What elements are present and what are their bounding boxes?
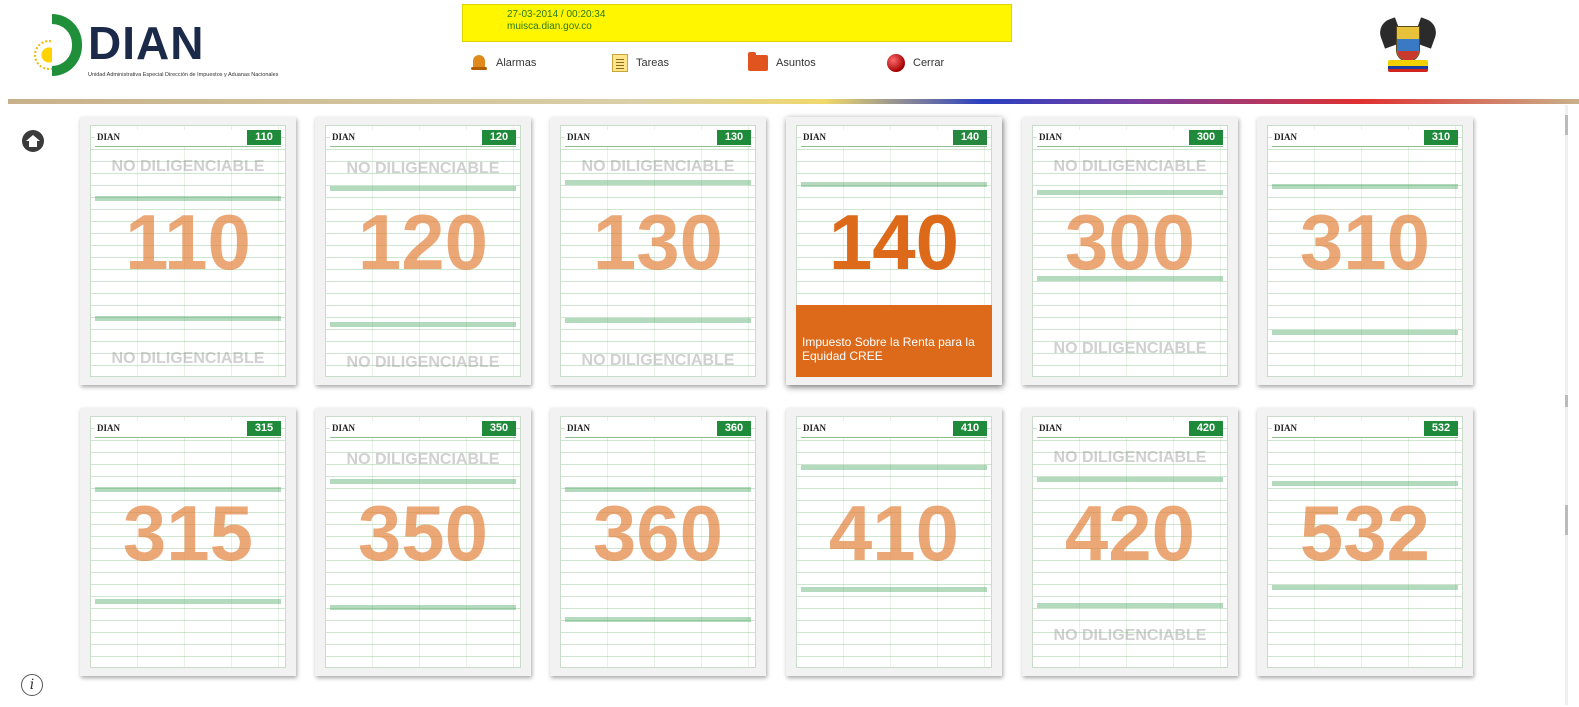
logo-subtitle: Unidad Administrativa Especial Dirección de Impuestos y Aduanas Nacionales: [88, 72, 279, 78]
header: [0, 0, 1579, 100]
form-card-300[interactable]: DIAN 300 NO DILIGENCIABLE NO DILIGENCIABLE 300: [1022, 117, 1238, 385]
form-number-410: 410: [828, 489, 960, 577]
nav-cerrar[interactable]: [887, 52, 944, 74]
form-number-310: 310: [1299, 198, 1431, 286]
nav-asuntos-label: Asuntos: [776, 57, 816, 69]
session-datetime: 27-03-2014 / 00:20:34: [507, 9, 606, 20]
form-card-360[interactable]: DIAN 360 360: [550, 408, 766, 676]
form-card-532[interactable]: DIAN 532 532: [1257, 408, 1473, 676]
nav-tareas[interactable]: [612, 52, 669, 74]
home-icon[interactable]: [22, 130, 44, 152]
form-watermark: NO DILIGENCIABLE: [1053, 449, 1207, 466]
form-caption-140: Impuesto Sobre la Renta para la Equidad CREE: [796, 305, 992, 377]
form-number-420: 420: [1064, 489, 1196, 577]
header-divider: [8, 99, 1579, 104]
form-watermark: NO DILIGENCIABLE: [346, 451, 500, 468]
session-domain: muisca.dian.gov.co: [507, 21, 592, 32]
form-watermark: NO DILIGENCIABLE: [111, 158, 265, 175]
scrollbar[interactable]: [1565, 105, 1568, 705]
close-session-icon: [887, 54, 905, 72]
nav-tareas-label: Tareas: [636, 57, 670, 69]
colombia-coat-of-arms-icon: [1380, 12, 1436, 76]
form-card-420[interactable]: DIAN 420 NO DILIGENCIABLE NO DILIGENCIABLE 420: [1022, 408, 1238, 676]
nav-cerrar-label: Cerrar: [913, 57, 945, 69]
alarm-bell-icon: [470, 54, 488, 72]
form-card-410[interactable]: DIAN 410 410: [786, 408, 1002, 676]
form-number-110: 110: [125, 198, 251, 286]
form-number-300: 300: [1064, 198, 1196, 286]
form-card-310[interactable]: DIAN 310 310: [1257, 117, 1473, 385]
form-card-350[interactable]: DIAN 350 NO DILIGENCIABLE 350: [315, 408, 531, 676]
form-watermark: NO DILIGENCIABLE: [581, 158, 735, 175]
form-number-140: 140: [828, 198, 960, 286]
folder-icon: [748, 55, 768, 71]
form-number-532: 532: [1299, 489, 1431, 577]
nav-alarmas[interactable]: [470, 52, 536, 74]
form-card-120[interactable]: DIAN 120 NO DILIGENCIABLE NO DILIGENCIABLE 120: [315, 117, 531, 385]
form-watermark: NO DILIGENCIABLE: [1053, 158, 1207, 175]
session-info-box: [462, 4, 1012, 42]
form-number-350: 350: [357, 489, 489, 577]
form-card-130[interactable]: DIAN 130 NO DILIGENCIABLE NO DILIGENCIABLE 130: [550, 117, 766, 385]
form-card-140[interactable]: DIAN 140 140 Impuesto Sobre la Renta para la Equidad CREE: [786, 117, 1002, 385]
dian-logo[interactable]: [30, 10, 279, 80]
nav-alarmas-label: Alarmas: [496, 57, 537, 69]
tasks-notepad-icon: [612, 54, 628, 72]
form-watermark: NO DILIGENCIABLE: [346, 160, 500, 177]
logo-text: DIAN: [88, 17, 205, 69]
info-icon[interactable]: i: [21, 674, 43, 696]
form-card-315[interactable]: DIAN 315 315: [80, 408, 296, 676]
form-card-110[interactable]: DIAN 110 NO DILIGENCIABLE NO DILIGENCIABLE 110: [80, 117, 296, 385]
form-number-360: 360: [592, 489, 724, 577]
form-number-315: 315: [122, 489, 254, 577]
form-number-130: 130: [592, 198, 724, 286]
form-number-120: 120: [357, 198, 489, 286]
nav-asuntos[interactable]: [748, 52, 816, 74]
